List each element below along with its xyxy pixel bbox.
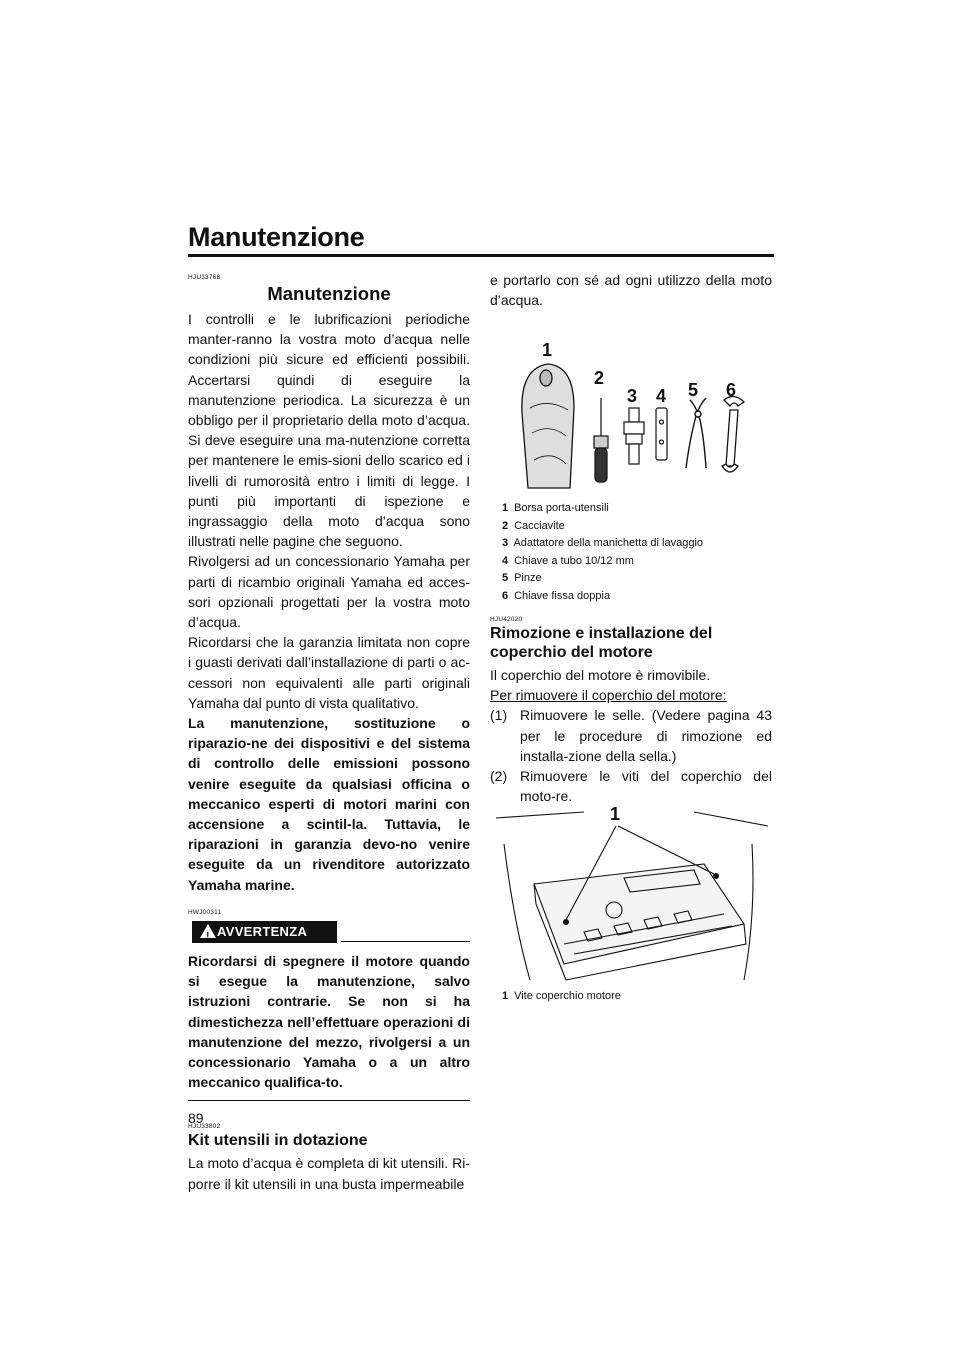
section-heading: Kit utensili in dotazione — [188, 1132, 368, 1150]
subheading: Per rimuovere il coperchio del motore: — [490, 687, 727, 704]
legend-item: 6 Chiave fissa doppia — [502, 589, 611, 602]
page-header-title: Manutenzione — [188, 222, 365, 252]
screwdriver-icon — [594, 398, 608, 482]
legend-item: 1 Borsa porta-utensili — [502, 502, 609, 514]
paragraph: La moto d’acqua è completa di kit utensili. Ri-porre il kit utensili in una busta impermeabile — [188, 1155, 470, 1192]
exclamation-icon: ! — [206, 930, 210, 942]
legend-item: 2 Cacciavite — [502, 519, 565, 532]
hose-adapter-icon — [624, 408, 644, 464]
legend-item: 1 Vite coperchio motore — [502, 990, 621, 1002]
warning-rule — [341, 941, 470, 943]
engine-cover-section — [490, 616, 772, 806]
callout-label: 3 — [627, 386, 638, 406]
legend-item: 4 Chiave a tubo 10/12 mm — [502, 554, 634, 567]
warning-text: Ricordarsi di spegnere il motore quando si esegue la manutenzione, salvo istruzioni contrarie. Se non si ha dimestichezza nell’effettuare operazioni di manutenzione del mezzo, rivolgersi a un concessionario Yamaha o a un altro meccanico qualifica-to. — [188, 952, 470, 1091]
paragraph: Ricordarsi che la garanzia limitata non copre i guasti derivati dall’installazione di parti o ac-cessori non equivalenti alle parti originali Yamaha dal punto di vista qualitativo. — [188, 634, 470, 711]
right-column — [490, 270, 772, 310]
section-code: HJU33768 — [188, 274, 221, 281]
box-wrench-icon — [656, 408, 667, 460]
step-item: (1) Rimuovere le selle. (Vedere pagina 43 per le procedure di rimozione ed installa-zione della sella.) — [490, 707, 772, 764]
tools-figure — [500, 338, 770, 498]
callout-label: 5 — [688, 380, 699, 400]
callout-label: 1 — [610, 804, 621, 824]
section-heading: Rimozione e installazione del coperchio del motore — [490, 625, 713, 661]
paragraph: Rivolgersi ad un concessionario Yamaha per parti di ricambio originali Yamaha ed acces-sori opzionali progettati per la vostra moto d’acqua. — [188, 553, 470, 631]
section-code: HJU42020 — [490, 616, 523, 623]
left-column — [188, 274, 470, 1194]
legend-item: 5 Pinze — [502, 572, 542, 585]
warning-label-text: AVVERTENZA — [217, 923, 308, 939]
page-number: 89 — [188, 1110, 204, 1126]
warning-code: HWJ00311 — [188, 908, 222, 916]
section-code: HJU33802 — [188, 1123, 221, 1131]
section-heading: Manutenzione — [267, 283, 391, 304]
engine-legend — [502, 988, 784, 1006]
tools-illustration — [500, 338, 770, 498]
callout-label: 4 — [656, 386, 667, 406]
tool-bag-icon — [522, 364, 574, 488]
tools-legend — [502, 500, 784, 606]
callout-label: 1 — [542, 340, 553, 360]
callout-label: 2 — [594, 368, 605, 388]
legend-item: 3 Adattatore della manichetta di lavaggio — [502, 537, 704, 550]
warning-box — [188, 921, 470, 1101]
paragraph: I controlli e le lubrificazioni periodiche manter-ranno la vostra moto d’acqua nelle condizioni più sicure ed efficienti possibili. Accertarsi quindi di eseguire la manutenzione periodica. La sicurezza è un obbligo per il proprietario della moto d’acqua. Si deve eseguire una ma-nutenzione corretta per mantenere le emis-sioni dello scarico ed i livelli di rumorosità entro i limiti di legge. I punti più importanti di ispezione e ingrassaggio della moto d’acqua sono illustrati nelle pagine che seguono. — [188, 311, 470, 550]
emphasis-paragraph: La manutenzione, sostituzione o riparazio-ne dei dispositivi e del sistema di controllo delle emissioni possono venire eseguite da qualsiasi officina o meccanico esperti di motori marini con accensione a scintil-la. Tuttavia, le riparazioni in garanzia devo-no venire eseguite da un rivenditore autorizzato Yamaha marine. — [188, 715, 470, 893]
pliers-icon — [686, 398, 706, 468]
warning-header — [188, 921, 470, 947]
warning-label — [192, 921, 337, 943]
engine-cover-illustration — [494, 804, 770, 984]
engine-cover-figure — [494, 804, 770, 984]
step-item: (2) Rimuovere le viti del coperchio del moto-re. — [490, 768, 772, 805]
double-wrench-icon — [722, 396, 744, 472]
callout-label: 6 — [726, 380, 737, 400]
paragraph: Il coperchio del motore è rimovibile. — [490, 667, 711, 683]
header-rule — [188, 254, 774, 257]
paragraph: e portarlo con sé ad ogni utilizzo della moto d’acqua. — [490, 272, 772, 309]
